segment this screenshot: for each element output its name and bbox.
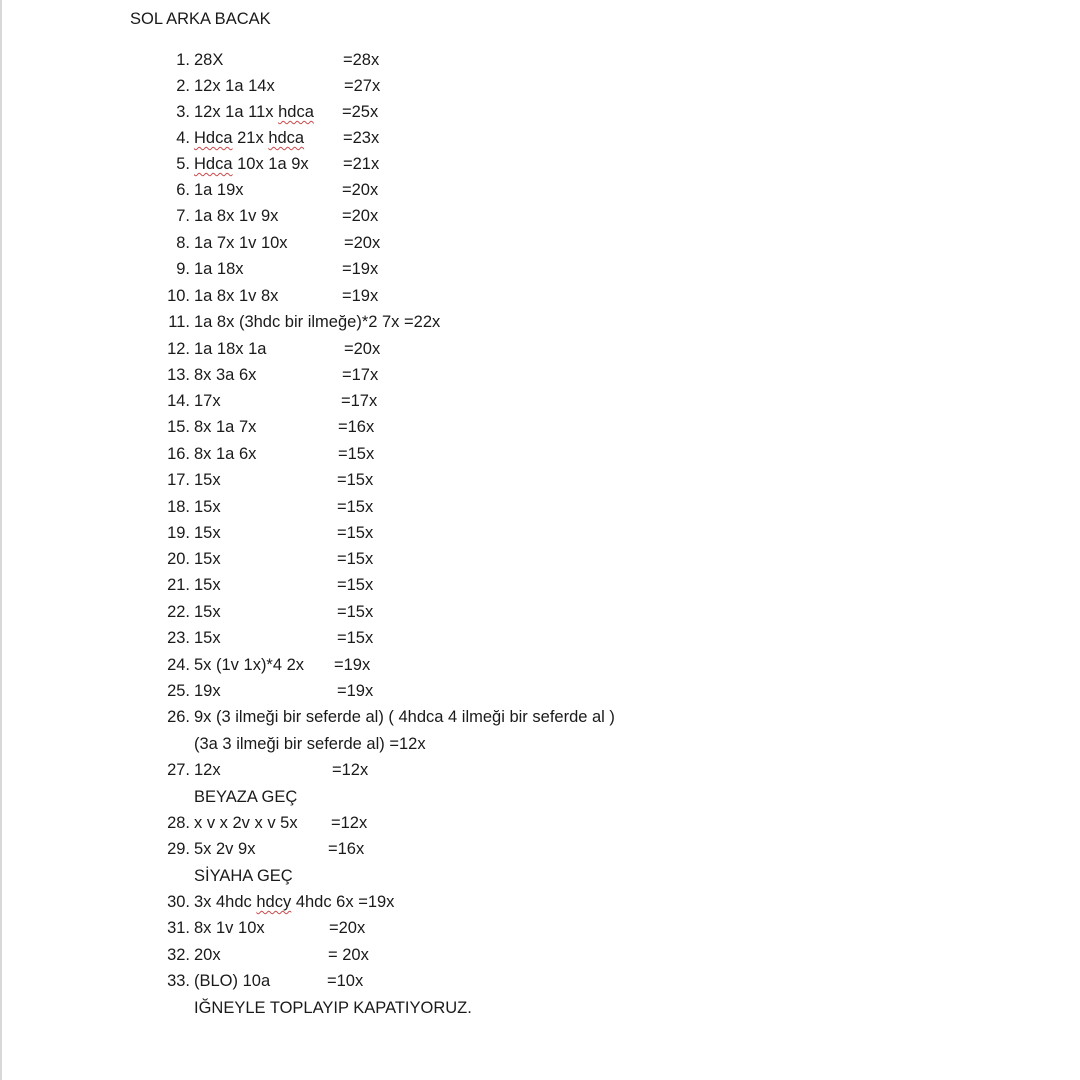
row-text: 1a 8x (3hdc bir ilmeğe)*2 7x =22x — [194, 313, 441, 331]
row-text: 1a 8x 1v 9x — [194, 207, 279, 225]
spellcheck-word: Hdca — [194, 129, 233, 147]
row-result: =19x — [342, 287, 379, 305]
row-number: 30. — [167, 893, 190, 911]
row-text: 15x — [194, 550, 221, 568]
row-result: =15x — [337, 576, 374, 594]
row-text: SİYAHA GEÇ — [194, 867, 293, 885]
row-result: =15x — [337, 550, 374, 568]
row-number: 16. — [167, 445, 190, 463]
text-segment: 10x 1a 9x — [232, 155, 309, 173]
row-text: 15x — [194, 629, 221, 647]
row-number: 8. — [176, 234, 190, 252]
row-result: =12x — [331, 814, 368, 832]
row-number: 10. — [167, 287, 190, 305]
row-text: 1a 18x 1a — [194, 340, 267, 358]
text-segment: 21x — [232, 129, 269, 147]
row-result: =15x — [338, 445, 375, 463]
row-result: =19x — [337, 682, 374, 700]
row-number: 24. — [167, 656, 190, 674]
row-number: 1. — [176, 51, 190, 69]
row-text: 20x — [194, 946, 221, 964]
row-text: x v x 2v x v 5x — [194, 814, 298, 832]
row-result: =15x — [337, 629, 374, 647]
row-result: =25x — [342, 103, 379, 121]
row-result: =20x — [342, 181, 379, 199]
row-result: =15x — [337, 498, 374, 516]
spellcheck-word: hdca — [268, 129, 305, 147]
row-text: 15x — [194, 524, 221, 542]
row-number: 3. — [176, 103, 190, 121]
row-result: =21x — [343, 155, 380, 173]
text-segment: 3x 4hdc — [194, 893, 257, 911]
row-result: =15x — [337, 603, 374, 621]
row-number: 2. — [176, 77, 190, 95]
row-number: 6. — [176, 181, 190, 199]
row-number: 14. — [167, 392, 190, 410]
row-number: 22. — [167, 603, 190, 621]
row-result: =27x — [344, 77, 381, 95]
row-number: 11. — [168, 313, 190, 331]
row-text — [194, 101, 314, 123]
row-text: 8x 3a 6x — [194, 366, 257, 384]
row-number: 18. — [167, 498, 190, 516]
row-text: (3a 3 ilmeği bir seferde al) =12x — [194, 735, 426, 753]
row-text: 9x (3 ilmeği bir seferde al) ( 4hdca 4 ilmeği bir seferde al ) — [194, 708, 615, 726]
row-result: =20x — [329, 919, 366, 937]
row-number: 5. — [176, 155, 190, 173]
row-result: =16x — [338, 418, 375, 436]
row-text: 17x — [194, 392, 221, 410]
row-result: =17x — [342, 366, 379, 384]
row-text: BEYAZA GEÇ — [194, 788, 298, 806]
row-text — [194, 153, 309, 175]
row-text: 1a 7x 1v 10x — [194, 234, 288, 252]
row-result: =28x — [343, 51, 380, 69]
row-text: 1a 18x — [194, 260, 244, 278]
spellcheck-word: hdca — [278, 103, 314, 121]
row-text: (BLO) 10a — [194, 972, 271, 990]
row-number: 31. — [167, 919, 190, 937]
row-number: 4. — [176, 129, 190, 147]
row-number: 19. — [167, 524, 190, 542]
row-text — [194, 891, 394, 913]
row-number: 12. — [167, 340, 190, 358]
row-number: 28. — [167, 814, 190, 832]
row-text: 15x — [194, 576, 221, 594]
text-segment: 4hdc 6x =19x — [291, 893, 395, 911]
row-result: =20x — [344, 340, 381, 358]
row-result: =20x — [342, 207, 379, 225]
row-result: =17x — [341, 392, 378, 410]
row-text: 1a 8x 1v 8x — [194, 287, 279, 305]
row-number: 27. — [167, 761, 190, 779]
row-text: 8x 1v 10x — [194, 919, 265, 937]
row-number: 21. — [167, 576, 190, 594]
row-number: 20. — [167, 550, 190, 568]
row-text: 5x (1v 1x)*4 2x — [194, 656, 305, 674]
row-result: =16x — [328, 840, 365, 858]
row-number: 17. — [167, 471, 190, 489]
row-result: =15x — [337, 471, 374, 489]
row-result: =19x — [342, 260, 379, 278]
row-text: 12x 1a 14x — [194, 77, 275, 95]
row-number: 25. — [167, 682, 190, 700]
row-text: 12x — [194, 761, 221, 779]
row-text: 19x — [194, 682, 221, 700]
row-number: 33. — [167, 972, 190, 990]
row-text: 1a 19x — [194, 181, 244, 199]
row-number: 26. — [167, 708, 190, 726]
row-number: 23. — [167, 629, 190, 647]
document-title: SOL ARKA BACAK — [130, 10, 271, 28]
spellcheck-word: Hdca — [194, 155, 233, 173]
row-text: 28X — [194, 51, 224, 69]
row-number: 13. — [167, 366, 190, 384]
row-text: 8x 1a 6x — [194, 445, 257, 463]
row-number: 32. — [167, 946, 190, 964]
row-text: 15x — [194, 498, 221, 516]
row-result: =10x — [327, 972, 364, 990]
text-segment: 12x 1a 11x — [194, 103, 279, 121]
row-number: 7. — [176, 207, 190, 225]
row-result: =12x — [332, 761, 369, 779]
row-result: =23x — [343, 129, 380, 147]
spellcheck-word: hdcy — [256, 893, 292, 911]
row-text: IĞNEYLE TOPLAYIP KAPATIYORUZ. — [194, 999, 472, 1017]
row-result: =20x — [344, 234, 381, 252]
row-result: =15x — [337, 524, 374, 542]
row-text: 15x — [194, 603, 221, 621]
row-number: 9. — [176, 260, 190, 278]
row-number: 15. — [167, 418, 190, 436]
row-text: 8x 1a 7x — [194, 418, 257, 436]
row-text — [194, 127, 304, 149]
row-text: 5x 2v 9x — [194, 840, 256, 858]
row-number: 29. — [167, 840, 190, 858]
row-result: =19x — [334, 656, 371, 674]
row-result: = 20x — [328, 946, 369, 964]
row-text: 15x — [194, 471, 221, 489]
